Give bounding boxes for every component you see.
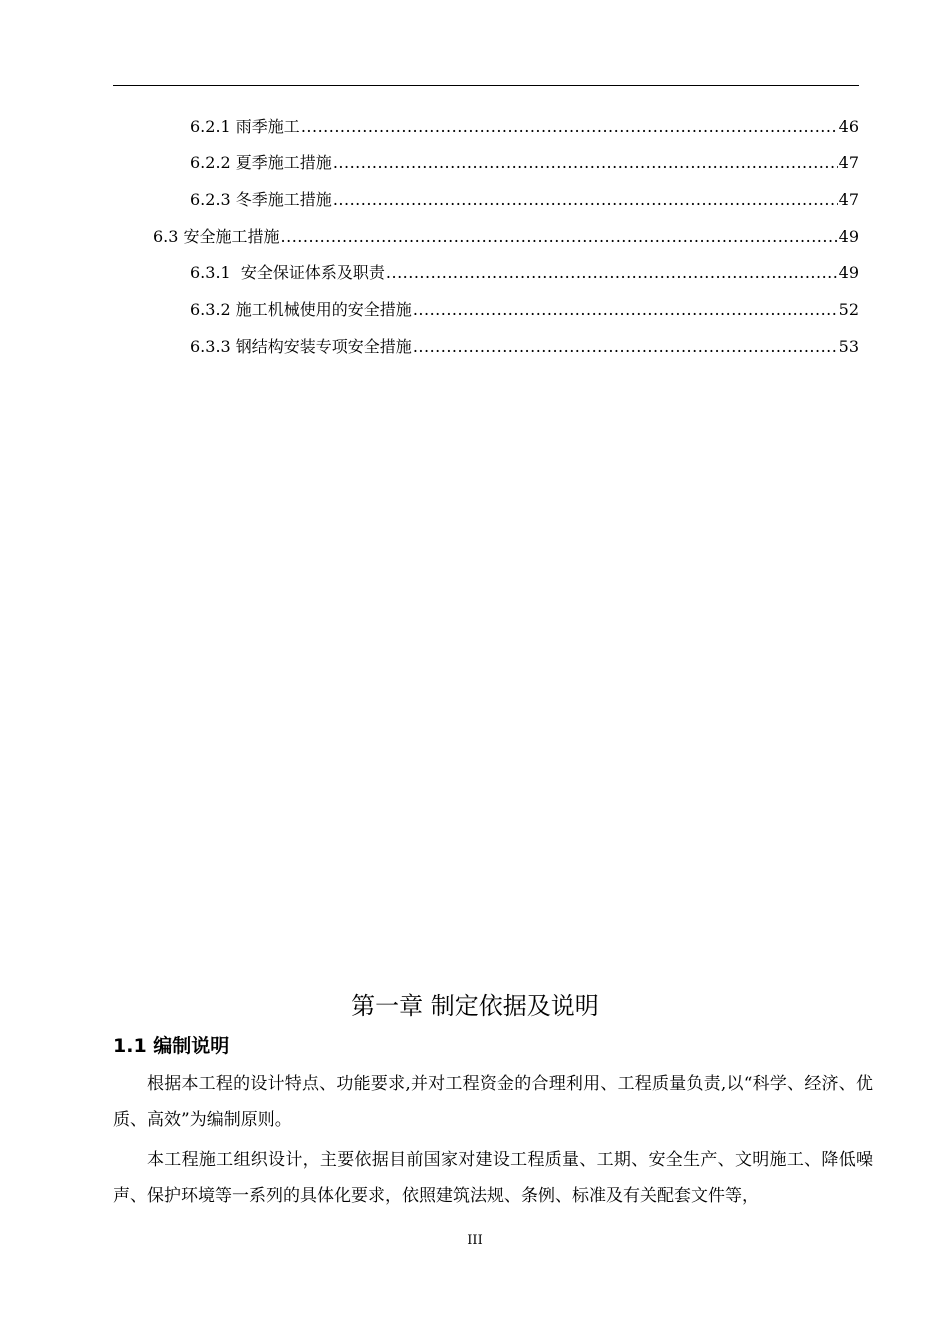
toc-entry-page: 49 (838, 263, 859, 282)
chapter-title: 第一章 制定依据及说明 (351, 992, 599, 1020)
toc-entry-page: 53 (838, 337, 859, 356)
toc-entry[interactable] (190, 115, 859, 139)
toc-entry[interactable] (190, 298, 859, 322)
toc-entry-label: 6.3.1 安全保证体系及职责 (190, 263, 385, 282)
toc-dot-leader (413, 335, 838, 359)
toc-entry[interactable] (190, 261, 859, 285)
header-rule (113, 85, 859, 86)
toc-entry-page: 49 (838, 227, 859, 246)
toc-entry-page: 47 (838, 190, 859, 209)
toc-entry-label: 6.2.3 冬季施工措施 (190, 190, 332, 209)
body-paragraph: 根据本工程的设计特点、功能要求,并对工程资金的合理利用、工程质量负责,以“科学、经济、优质、高效”为编制原则。 (113, 1074, 873, 1130)
toc-entry-page: 46 (838, 117, 859, 136)
toc-entry[interactable] (190, 335, 859, 359)
toc-dot-leader (386, 261, 838, 285)
body-paragraph: 本工程施工组织设计，主要依据目前国家对建设工程质量、工期、安全生产、文明施工、降低噪声、保护环境等一系列的具体化要求，依照建筑法规、条例、标准及有关配套文件等， (113, 1150, 873, 1206)
toc-dot-leader (333, 188, 838, 212)
toc-dot-leader (333, 151, 838, 175)
toc-entry-label: 6.2.2 夏季施工措施 (190, 153, 332, 172)
page-number: III (467, 1233, 483, 1248)
toc-dot-leader (301, 115, 838, 139)
toc-entry[interactable] (190, 151, 859, 175)
toc-entry-label: 6.3.2 施工机械使用的安全措施 (190, 300, 412, 319)
toc-entry-page: 52 (838, 300, 859, 319)
toc-entry-label: 6.3 安全施工措施 (153, 227, 280, 246)
toc-entry-page: 47 (838, 153, 859, 172)
toc-dot-leader (413, 298, 838, 322)
section-heading: 1.1 编制说明 (113, 1035, 230, 1057)
toc-entry-label: 6.3.3 钢结构安装专项安全措施 (190, 337, 412, 356)
toc-entry-label: 6.2.1 雨季施工 (190, 117, 300, 136)
toc-entry[interactable] (190, 188, 859, 212)
toc-dot-leader (281, 225, 838, 249)
toc-entry[interactable] (153, 225, 859, 249)
